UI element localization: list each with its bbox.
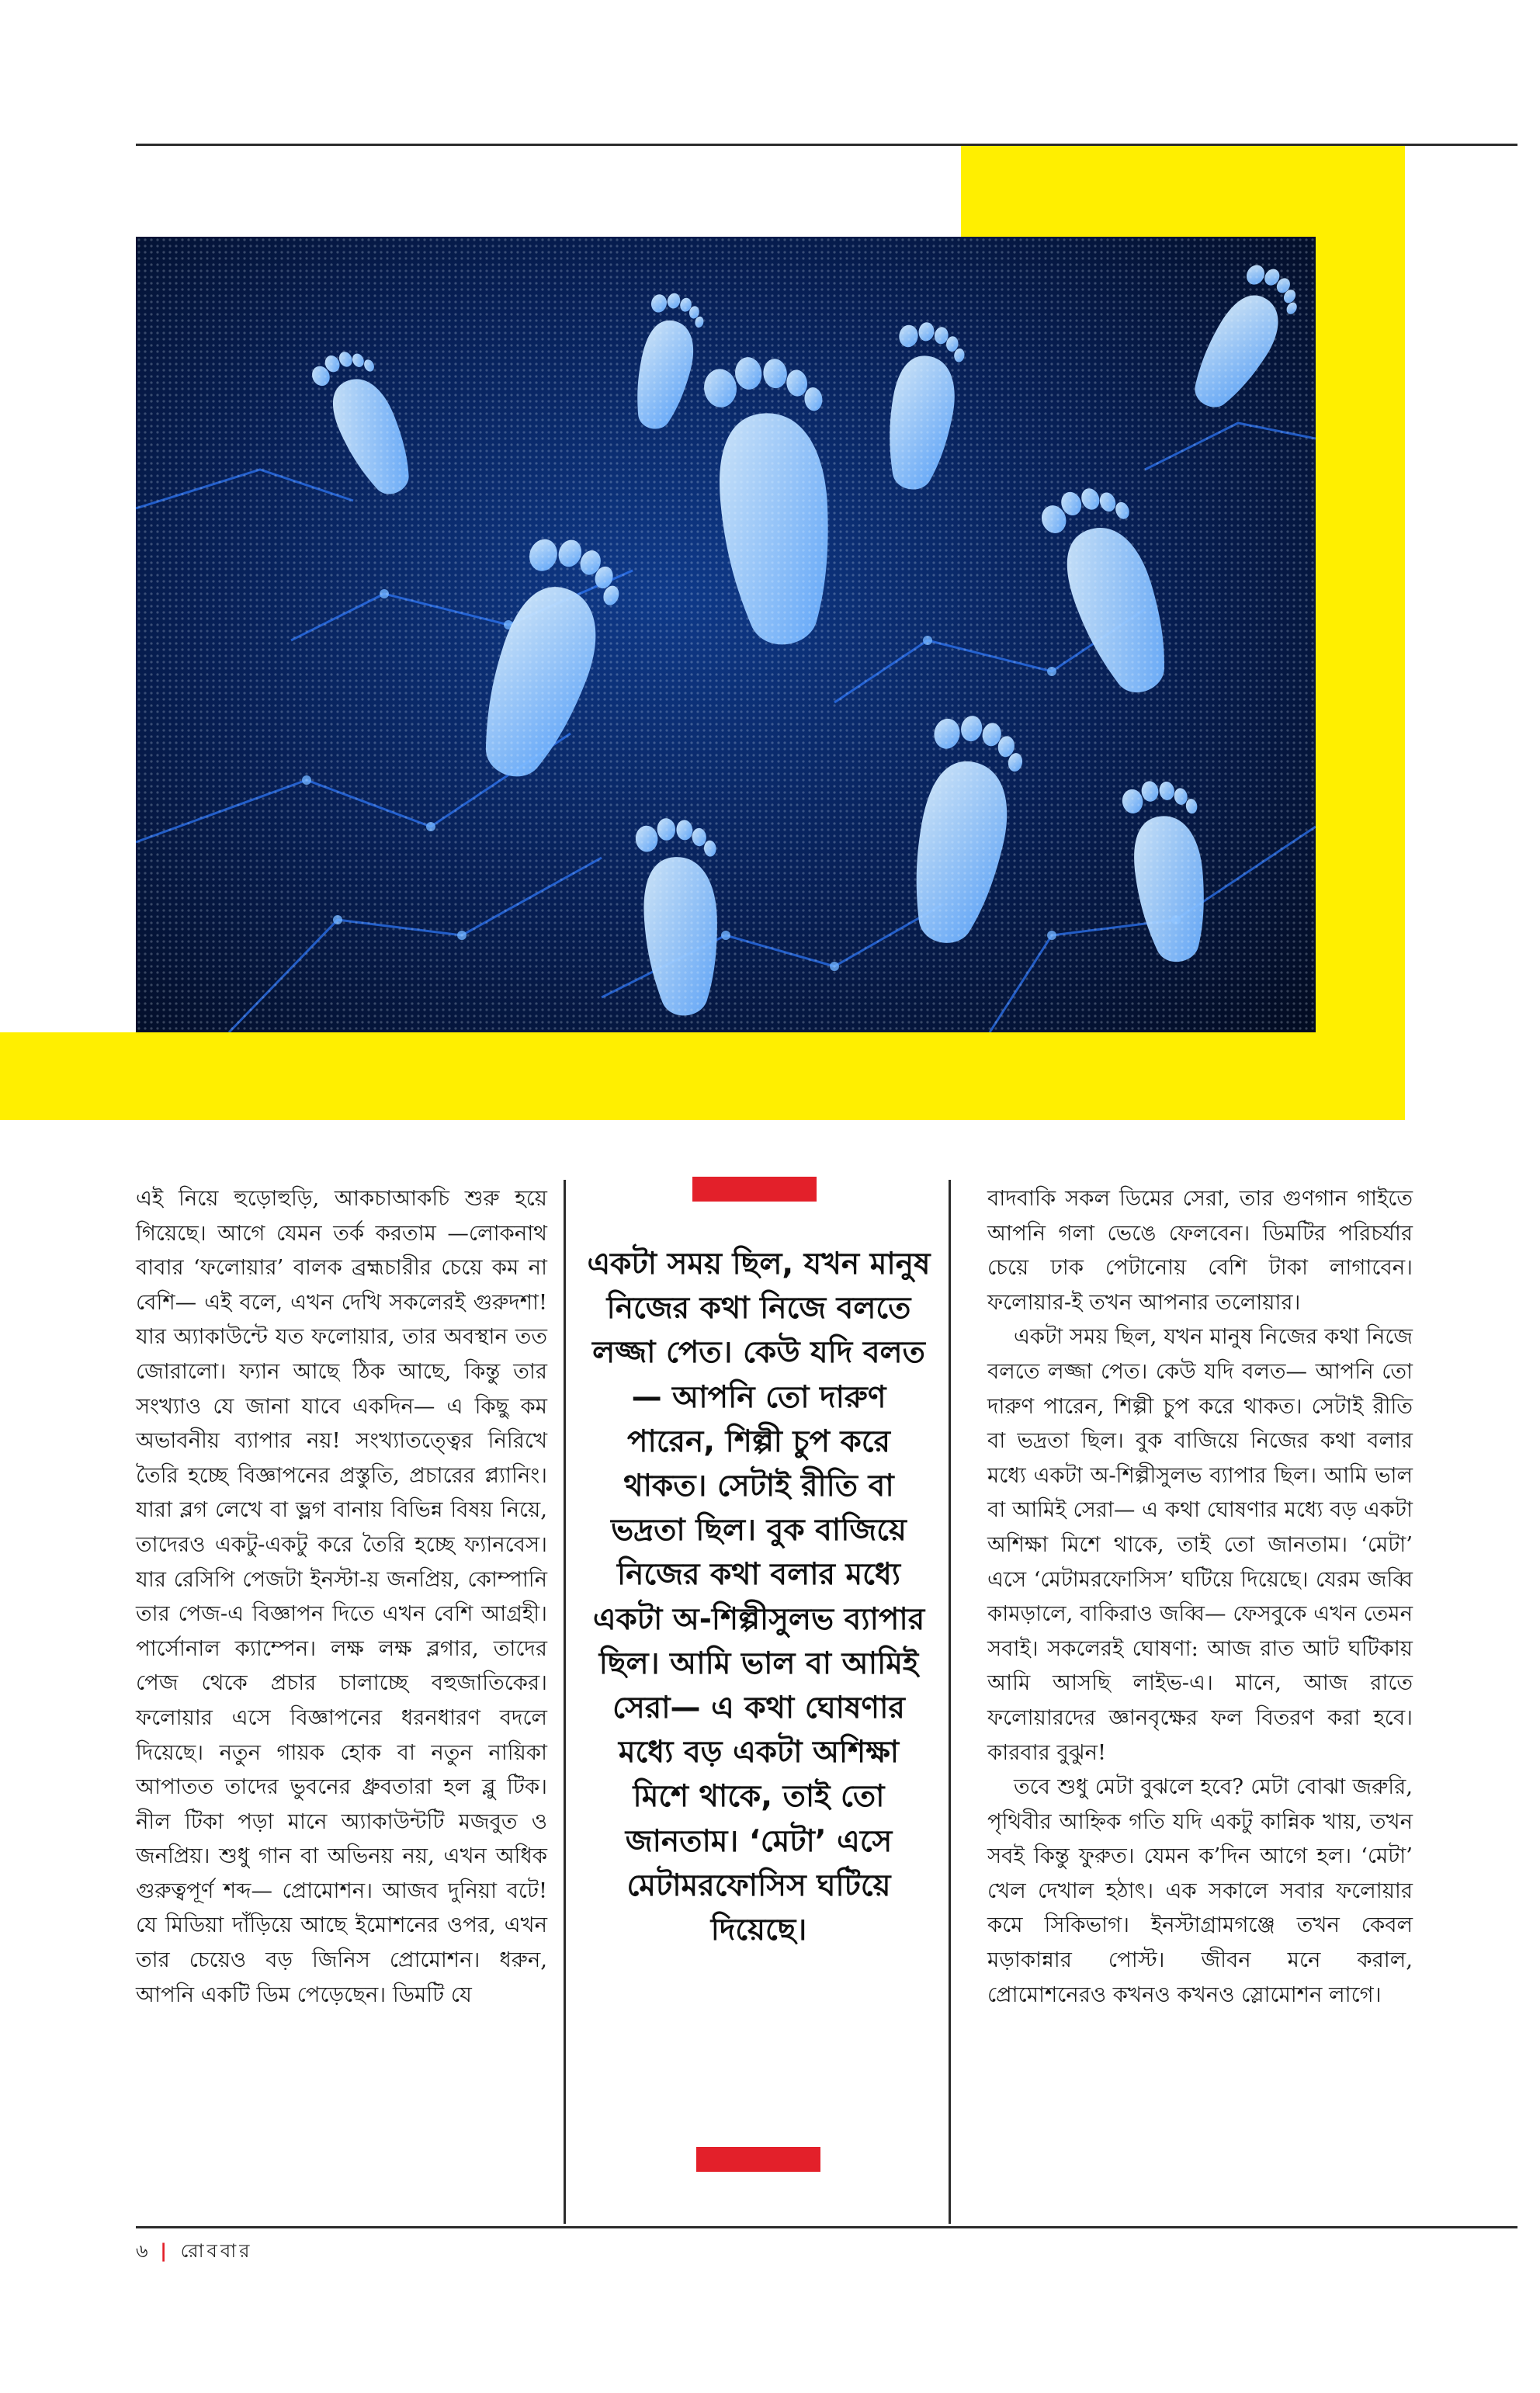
pull-quote-marker-top — [692, 1177, 817, 1202]
column-divider — [564, 1180, 566, 2224]
publication-name: রোববার — [180, 2240, 253, 2262]
article-paragraph: তবে শুধু মেটা বুঝলে হবে? মেটা বোঝা জরুরি, পৃথিবীর আহ্নিক গতি যদি একটু কান্নিক খায়, তখন সবই কিন্তু ফুরুত। যেমন ক’দিন আগে হল। ‘মেটা’ খেল দেখাল হঠাৎ। এক সকালে সবার ফলোয়ার কমে সিকিভাগ। ইনস্টাগ্রামগঞ্জে তখন কেবল মড়াকান্নার পোস্ট। জীবন মনে করাল, প্রোমোশনেরও কখনও কখনও স্লোমোশন লাগে। — [987, 1774, 1413, 2007]
folio — [136, 2237, 252, 2268]
column-divider — [949, 1180, 951, 2224]
article-paragraph: একটা সময় ছিল, যখন মানুষ নিজের কথা নিজে বলতে লজ্জা পেত। কেউ যদি বলত— আপনি তো দারুণ পারেন, শিল্পী চুপ করে থাকত। সেটাই রীতি বা ভদ্রতা ছিল। বুক বাজিয়ে নিজের কথা বলার মধ্যে একটা অ-শিল্পীসুলভ ব্যাপার ছিল। আমি ভাল বা আমিই সেরা— এ কথা ঘোষণার মধ্যে বড় একটা অশিক্ষা মিশে থাকে, তাই তো জানতাম। ‘মেটা’ এসে ‘মেটামরফোসিস’ ঘটিয়ে দিয়েছে। যেরম জব্বি কামড়ালে, বাকিরাও জব্বি— ফেসবুকে এখন তেমন সবাই। সকলেরই ঘোষণা: আজ রাত আট ঘটিকায় আমি আসছি লাইভ-এ। মানে, আজ রাতে ফলোয়ারদের জ্ঞানবৃক্ষের ফল বিতরণ করা হবে। কারবার বুঝুন! — [987, 1324, 1413, 1765]
yellow-accent-band — [0, 1032, 1405, 1120]
bottom-rule — [136, 2226, 1517, 2228]
hero-image — [136, 237, 1316, 1032]
article-paragraph: এই নিয়ে হুড়োহুড়ি, আকচাআকচি শুরু হয়ে গিয়েছে। আগে যেমন তর্ক করতাম —লোকনাথ বাবার ‘ফলোয়ার’ বালক ব্রহ্মচারীর চেয়ে কম না বেশি— এই বলে, এখন দেখি সকলেরই গুরুদশা! যার অ্যাকাউন্টে যত ফলোয়ার, তার অবস্থান তত জোরালো। ফ্যান আছে ঠিক আছে, কিন্তু তার সংখ্যাও যে জানা যাবে একদিন— এ কিছু কম অভাবনীয় ব্যাপার নয়! সংখ্যাতত্ত্বের নিরিখে তৈরি হচ্ছে বিজ্ঞাপনের প্রস্তুতি, প্রচারের প্ল্যানিং। যারা ব্লগ লেখে বা ভ্লগ বানায় বিভিন্ন বিষয় নিয়ে, তাদেরও একটু-একটু করে তৈরি হচ্ছে ফ্যানবেস। যার রেসিপি পেজটা ইনস্টা-য় জনপ্রিয়, কোম্পানি তার পেজ-এ বিজ্ঞাপন দিতে এখন বেশি আগ্রহী। পার্সোনাল ক্যাম্পেন। লক্ষ লক্ষ ব্লগার, তাদের পেজ থেকে প্রচার চালাচ্ছে বহুজাতিকের। ফলোয়ার এসে বিজ্ঞাপনের ধরনধারণ বদলে দিয়েছে। নতুন গায়ক হোক বা নতুন নায়িকা আপাতত তাদের ভুবনের ধ্রুবতারা হল ব্লু টিক। নীল টিকা পড়া মানে অ্যাকাউন্টটি মজবুত ও জনপ্রিয়। শুধু গান বা অভিনয় নয়, এখন অধিক গুরুত্বপূর্ণ শব্দ— প্রোমোশন। আজব দুনিয়া বটে! যে মিডিয়া দাঁড়িয়ে আছে ইমোশনের ওপর, এখন তার চেয়েও বড় জিনিস প্রোমোশন। ধরুন, আপনি একটি ডিম পেড়েছেন। ডিমটি যে — [136, 1186, 547, 2007]
folio-separator: | — [160, 2240, 168, 2262]
pull-quote: একটা সময় ছিল, যখন মানুষ নিজের কথা নিজে বলতে লজ্জা পেত। কেউ যদি বলত— আপনি তো দারুণ পারেন, শিল্পী চুপ করে থাকত। সেটাই রীতি বা ভদ্রতা ছিল। বুক বাজিয়ে নিজের কথা বলার মধ্যে একটা অ-শিল্পীসুলভ ব্যাপার ছিল। আমি ভাল বা আমিই সেরা— এ কথা ঘোষণার মধ্যে বড় একটা অশিক্ষা মিশে থাকে, তাই তো জানতাম। ‘মেটা’ এসে মেটামরফোসিস ঘটিয়ে দিয়েছে। — [587, 1247, 931, 1948]
article-paragraph: বাদবাকি সকল ডিমের সেরা, তার গুণগান গাইতে আপনি গলা ভেঙে ফেলবেন। ডিমটির পরিচর্যার চেয়ে ঢাক পেটানোয় বেশি টাকা লাগাবেন। ফলোয়ার-ই তখন আপনার তলোয়ার। — [987, 1186, 1413, 1315]
digital-footprints-illustration-icon — [136, 237, 1316, 1032]
pull-quote-marker-bottom — [696, 2147, 820, 2172]
page-number: ৬ — [136, 2240, 151, 2262]
article-column-left — [136, 1181, 547, 2012]
article-column-right — [987, 1181, 1413, 2012]
